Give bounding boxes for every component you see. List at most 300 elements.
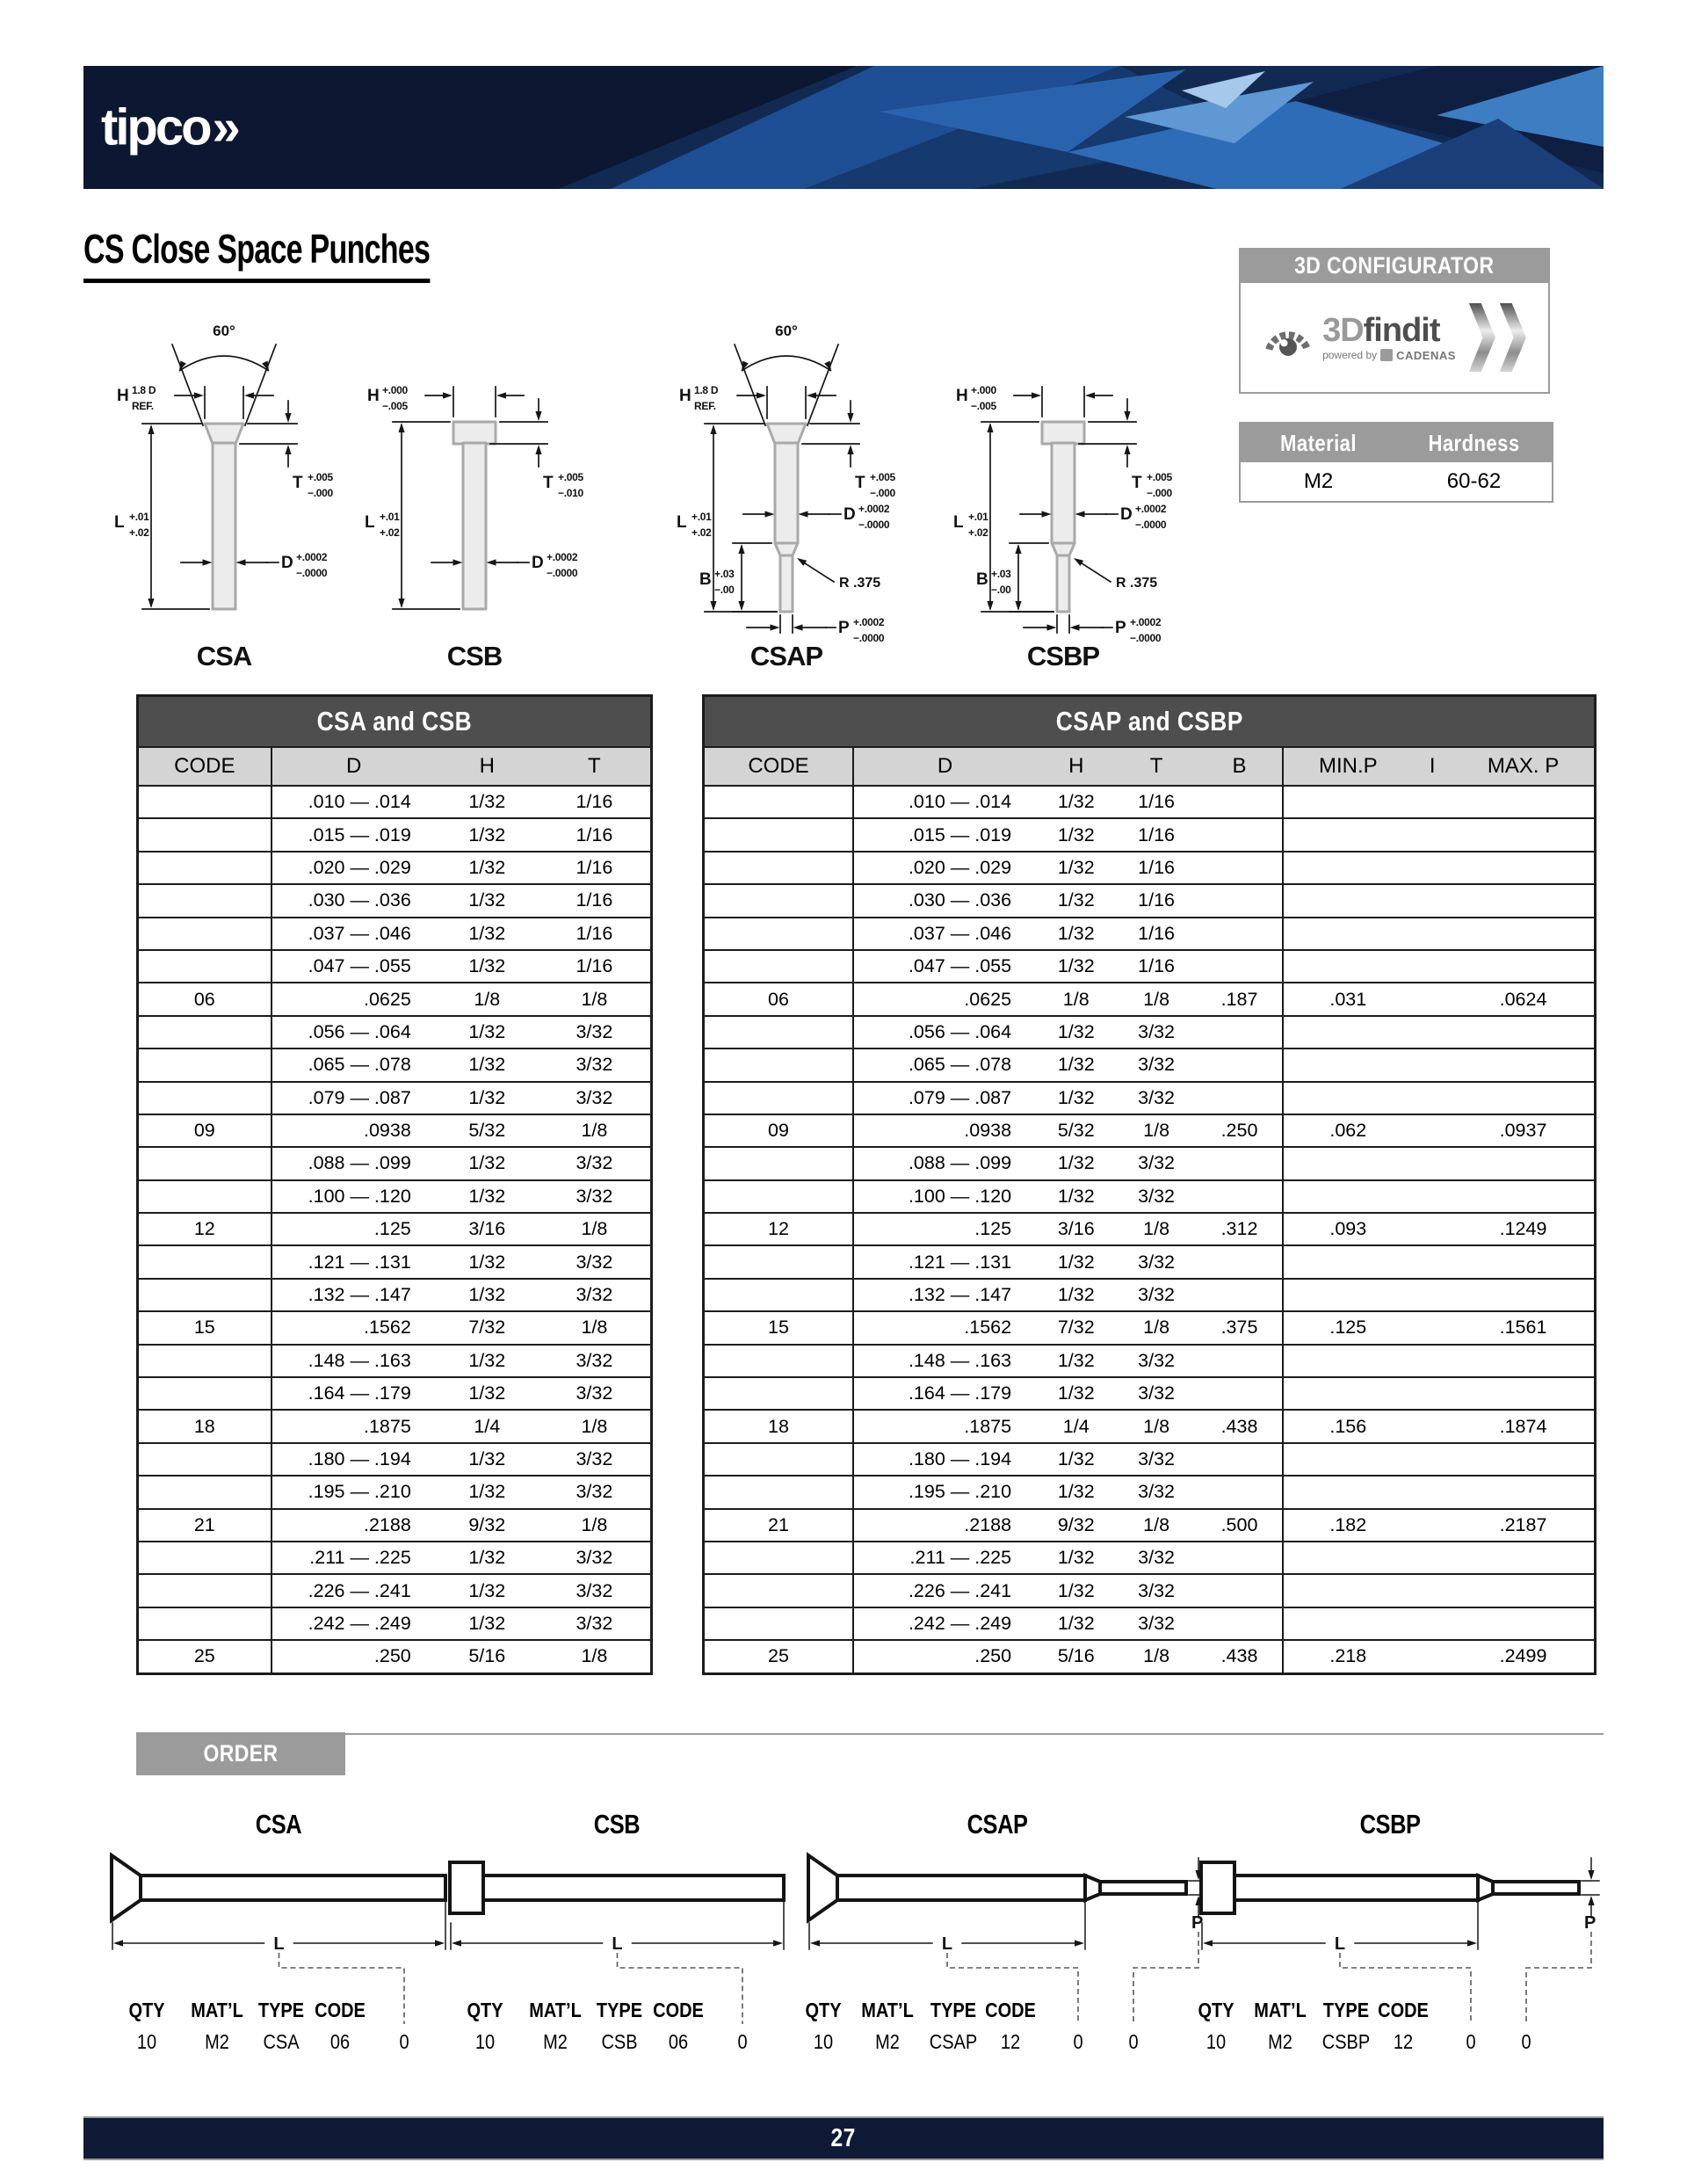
table-cell: [1197, 1377, 1283, 1410]
table-cell: [704, 1443, 854, 1476]
table-cell: .187: [1197, 983, 1283, 1015]
table-cell: .218: [1283, 1640, 1412, 1673]
order-value: 10: [813, 2030, 834, 2053]
table-cell: [704, 1574, 854, 1607]
table-row: [138, 1377, 652, 1410]
table-cell: .1875: [272, 1410, 436, 1442]
table-cell: [704, 950, 854, 983]
dim-tolerance: −.0000: [1130, 632, 1162, 644]
table-cell: .211 — .225: [853, 1542, 1036, 1574]
table-cell: 1/4: [1036, 1410, 1116, 1442]
order-dim-label: L: [273, 1934, 285, 1954]
table-cell: [1452, 1542, 1595, 1574]
material-header: Material: [1280, 430, 1357, 456]
table-cell: 3/32: [1116, 1542, 1196, 1574]
table-cell: [704, 1279, 854, 1311]
table-cell: 25: [138, 1640, 272, 1673]
dim-tolerance: +.0002: [296, 551, 328, 563]
table-cell: 1/32: [1036, 1048, 1116, 1081]
table-row: [704, 1542, 1596, 1574]
table-cell: 9/32: [1036, 1509, 1116, 1542]
table-cell: .148 — .163: [272, 1345, 436, 1377]
table-cell: 3/32: [1116, 1607, 1196, 1640]
table-cell: 1/16: [539, 786, 652, 818]
table-cell: 1/32: [1036, 1147, 1116, 1179]
table-cell: 1/16: [1116, 918, 1196, 950]
table-cell: .312: [1197, 1213, 1283, 1245]
table-cell: 1/32: [1036, 1443, 1116, 1476]
hardness-value: 60-62: [1446, 469, 1502, 493]
table-cell: [1412, 1607, 1452, 1640]
angle-label: 60°: [213, 323, 235, 339]
table-cell: 3/32: [539, 1245, 652, 1278]
table-row: [704, 1245, 1596, 1278]
dim-tolerance: −.0000: [858, 519, 890, 531]
table-cell: 1/8: [539, 1311, 652, 1344]
column-header: H: [436, 747, 539, 786]
table-cell: 1/32: [436, 1082, 539, 1114]
table-cell: .062: [1283, 1114, 1412, 1147]
table-cell: [1452, 950, 1595, 983]
table-cell: .438: [1197, 1410, 1283, 1442]
order-dim-label: P: [1584, 1913, 1596, 1933]
table-cell: 1/8: [1116, 1311, 1196, 1344]
table-cell: .0938: [853, 1114, 1036, 1147]
table-cell: [1452, 918, 1595, 950]
table-cell: 5/16: [436, 1640, 539, 1673]
table-cell: 06: [138, 983, 272, 1015]
table-cell: [1197, 786, 1283, 818]
table-cell: 25: [704, 1640, 854, 1673]
table-cell: 3/32: [539, 1180, 652, 1213]
table-cell: 1/8: [1036, 983, 1116, 1015]
csa-csb-table-wrap: [136, 694, 653, 1675]
order-type-title: CSB: [593, 1809, 641, 1839]
table-cell: [1197, 1245, 1283, 1278]
table-cell: .1562: [272, 1311, 436, 1344]
table-cell: 1/8: [1116, 1509, 1196, 1542]
3d-configurator-panel: [1239, 248, 1550, 394]
table-row: [704, 1476, 1596, 1508]
table-cell: [1412, 1016, 1452, 1048]
order-col-header: MAT’L: [1254, 1999, 1307, 2021]
table-cell: 3/32: [539, 1377, 652, 1410]
table-cell: 1/32: [436, 884, 539, 917]
table-cell: 1/32: [436, 1180, 539, 1213]
table-cell: .125: [272, 1213, 436, 1245]
table-cell: 06: [704, 983, 854, 1015]
order-value: 06: [668, 2030, 689, 2053]
table-cell: [1412, 1476, 1452, 1508]
order-value: CSAP: [929, 2030, 978, 2053]
table-row: [138, 818, 652, 851]
table-row: [704, 983, 1596, 1015]
dim-tolerance: +.005: [1147, 471, 1172, 483]
table-cell: .093: [1283, 1213, 1412, 1245]
table-row: [138, 1607, 652, 1640]
table-cell: [1197, 884, 1283, 917]
table-cell: [704, 918, 854, 950]
table-cell: .211 — .225: [272, 1542, 436, 1574]
hardness-header: Hardness: [1428, 430, 1520, 456]
order-col-header: QTY: [1198, 1999, 1234, 2021]
radius-label: R .375: [839, 576, 881, 591]
diagram-name-label: CSBP: [1026, 641, 1100, 671]
dim-label: H: [679, 387, 691, 405]
dim-label: L: [677, 513, 687, 532]
table-cell: [1283, 918, 1412, 950]
table-cell: .0937: [1452, 1114, 1595, 1147]
table-cell: 1/8: [539, 1509, 652, 1542]
table-cell: 3/16: [436, 1213, 539, 1245]
table-cell: 1/8: [1116, 1213, 1196, 1245]
table-cell: [1197, 1607, 1283, 1640]
table-cell: [1197, 852, 1283, 884]
table-cell: 3/32: [539, 1016, 652, 1048]
table-row: [704, 818, 1596, 851]
table-cell: .375: [1197, 1311, 1283, 1344]
table-cell: 1/8: [539, 983, 652, 1015]
table-cell: [1412, 1147, 1452, 1179]
3d-configurator-header: 3D CONFIGURATOR: [1239, 248, 1550, 283]
table-cell: 3/32: [539, 1574, 652, 1607]
table-cell: .1562: [853, 1311, 1036, 1344]
table-cell: [1452, 884, 1595, 917]
table-row: [138, 983, 652, 1015]
order-type-title: CSAP: [967, 1809, 1028, 1839]
table-cell: [138, 950, 272, 983]
banner-art: [83, 66, 1604, 189]
order-value: 12: [1000, 2030, 1021, 2053]
angle-label: 60°: [775, 323, 798, 339]
table-cell: .088 — .099: [853, 1147, 1036, 1179]
table-cell: .079 — .087: [272, 1082, 436, 1114]
table-cell: [1197, 1345, 1283, 1377]
order-value: 06: [329, 2030, 351, 2053]
table-cell: 3/32: [1116, 1574, 1196, 1607]
dim-tolerance: 1.8 D: [132, 384, 156, 396]
table-cell: 1/32: [1036, 1082, 1116, 1114]
table-cell: [1412, 1443, 1452, 1476]
table-cell: [1412, 1345, 1452, 1377]
table-cell: [1452, 852, 1595, 884]
table-cell: [1197, 1180, 1283, 1213]
order-type-title: CSA: [255, 1809, 302, 1839]
order-value: 0: [1073, 2030, 1083, 2053]
3dfindit-link[interactable]: [1239, 283, 1550, 394]
dim-label: H: [367, 387, 380, 405]
table-row: [138, 1082, 652, 1114]
table-cell: 1/32: [436, 1048, 539, 1081]
table-cell: .164 — .179: [272, 1377, 436, 1410]
order-value: M2: [205, 2030, 229, 2053]
order-example-CSBP: [1188, 1809, 1605, 2072]
table-cell: [704, 852, 854, 884]
table-cell: .195 — .210: [272, 1476, 436, 1508]
dim-tolerance: −.0000: [296, 567, 328, 579]
table-cell: [1197, 1574, 1283, 1607]
table-cell: [1452, 1607, 1595, 1640]
table-cell: .2499: [1452, 1640, 1595, 1673]
table-cell: 1/32: [1036, 852, 1116, 884]
table-cell: [1283, 1476, 1412, 1508]
order-col-header: CODE: [315, 1999, 366, 2021]
table-cell: [1283, 1377, 1412, 1410]
table-cell: .226 — .241: [853, 1574, 1036, 1607]
3dfindit-logo: 3Dfindit: [1322, 311, 1440, 349]
table-cell: 1/8: [539, 1114, 652, 1147]
table-cell: [1412, 1114, 1452, 1147]
column-header: MIN.P: [1283, 747, 1412, 786]
order-col-header: TYPE: [930, 1999, 977, 2021]
order-value: 12: [1393, 2030, 1414, 2053]
order-dim-label: L: [612, 1934, 623, 1954]
table-cell: 1/32: [436, 1345, 539, 1377]
table-row: [704, 918, 1596, 950]
table-cell: [1412, 1640, 1452, 1673]
dim-label: B: [699, 570, 712, 589]
table-cell: 1/8: [436, 983, 539, 1015]
dim-tolerance: +.01: [968, 511, 988, 523]
dim-tolerance: 1.8 D: [694, 384, 719, 396]
table-cell: .0938: [272, 1114, 436, 1147]
table-cell: 3/32: [539, 1082, 652, 1114]
table-cell: 1/16: [1116, 950, 1196, 983]
table-cell: 3/32: [539, 1542, 652, 1574]
chevrons-icon: [1465, 303, 1526, 372]
table-row: [138, 1311, 652, 1344]
table-cell: 1/16: [1116, 786, 1196, 818]
order-col-header: TYPE: [1322, 1999, 1370, 2021]
table-cell: .132 — .147: [272, 1279, 436, 1311]
table-cell: [138, 1048, 272, 1081]
table-cell: 1/32: [1036, 918, 1116, 950]
table-cell: 1/32: [436, 1607, 539, 1640]
table-cell: 3/32: [1116, 1476, 1196, 1508]
column-header: H: [1036, 747, 1116, 786]
table-cell: [1412, 818, 1452, 851]
material-table: [1239, 422, 1553, 503]
dim-label: H: [117, 387, 129, 405]
table-row: [704, 1607, 1596, 1640]
order-col-header: CODE: [985, 1999, 1036, 2021]
table-cell: .125: [1283, 1311, 1412, 1344]
table-cell: [1283, 1279, 1412, 1311]
diagram-CSAP: [655, 306, 918, 671]
order-value: 0: [1521, 2030, 1531, 2053]
dim-tolerance: +.02: [968, 526, 988, 539]
table-row: [704, 1114, 1596, 1147]
table-cell: [1283, 1180, 1412, 1213]
column-header: MAX. P: [1452, 747, 1595, 786]
table-cell: [1412, 1410, 1452, 1442]
table-cell: [138, 1443, 272, 1476]
table-row: [138, 918, 652, 950]
table-row: [704, 1311, 1596, 1344]
table-cell: .250: [272, 1640, 436, 1673]
table-cell: .1875: [853, 1410, 1036, 1442]
table-cell: [138, 884, 272, 917]
table-cell: 7/32: [436, 1311, 539, 1344]
table-cell: [138, 1016, 272, 1048]
table-cell: 1/16: [1116, 818, 1196, 851]
table-cell: [1197, 818, 1283, 851]
table-cell: [1283, 1607, 1412, 1640]
order-col-header: MAT’L: [861, 1999, 914, 2021]
table-cell: [704, 818, 854, 851]
table-cell: [704, 1542, 854, 1574]
order-value: 0: [1466, 2030, 1476, 2053]
table-row: [138, 1345, 652, 1377]
order-example-CSAP: [795, 1809, 1213, 2072]
table-cell: 1/16: [1116, 852, 1196, 884]
table-cell: .020 — .029: [853, 852, 1036, 884]
table-cell: [1452, 1016, 1595, 1048]
table-cell: 3/32: [539, 1443, 652, 1476]
table-cell: [1452, 1377, 1595, 1410]
table-cell: [1197, 1082, 1283, 1114]
table-cell: [1452, 1245, 1595, 1278]
table-cell: [1197, 1542, 1283, 1574]
dim-label: T: [1132, 474, 1142, 492]
table-cell: .031: [1283, 983, 1412, 1015]
table-cell: 5/32: [436, 1114, 539, 1147]
table-cell: [138, 1180, 272, 1213]
table-cell: .030 — .036: [853, 884, 1036, 917]
table-cell: 1/4: [436, 1410, 539, 1442]
order-example-CSB: [437, 1809, 815, 2072]
table-cell: [1197, 918, 1283, 950]
table-cell: 1/8: [539, 1410, 652, 1442]
order-value: 10: [474, 2030, 496, 2053]
table-cell: .1561: [1452, 1311, 1595, 1344]
diagram-name-label: CSAP: [749, 641, 823, 671]
logo-chevrons-icon: »: [212, 98, 238, 156]
table-cell: [1412, 1245, 1452, 1278]
table-cell: .195 — .210: [853, 1476, 1036, 1508]
cadenas-icon: [1380, 349, 1393, 361]
table-row: [704, 950, 1596, 983]
dim-label: D: [844, 505, 856, 524]
table-cell: [138, 1147, 272, 1179]
table-cell: .2188: [272, 1509, 436, 1542]
table-cell: [1412, 1377, 1452, 1410]
order-value: CSB: [601, 2030, 638, 2053]
table-cell: 3/32: [1116, 1245, 1196, 1278]
dim-label: P: [838, 619, 850, 637]
dim-label: L: [114, 513, 125, 532]
table-cell: [138, 1574, 272, 1607]
table-cell: 1/32: [436, 1279, 539, 1311]
diagram-CSB: [343, 306, 606, 671]
table-cell: 1/32: [436, 786, 539, 818]
table-cell: 5/32: [1036, 1114, 1116, 1147]
order-col-header: TYPE: [596, 1999, 643, 2021]
table-cell: [1452, 1147, 1595, 1179]
table-cell: .037 — .046: [853, 918, 1036, 950]
table-cell: [138, 852, 272, 884]
dim-tolerance: +.01: [129, 511, 149, 523]
table-cell: 1/16: [539, 818, 652, 851]
table-cell: [1197, 1476, 1283, 1508]
table-cell: .079 — .087: [853, 1082, 1036, 1114]
dim-label: L: [365, 513, 375, 532]
table-cell: [1452, 818, 1595, 851]
gauge-icon: [1263, 317, 1314, 358]
table-cell: [138, 1377, 272, 1410]
table-cell: 1/32: [1036, 786, 1116, 818]
table-cell: [1412, 983, 1452, 1015]
table-cell: [1412, 1542, 1452, 1574]
table-row: [138, 1509, 652, 1542]
table-cell: [1412, 1213, 1452, 1245]
table-cell: 5/16: [1036, 1640, 1116, 1673]
table-cell: 1/8: [1116, 1410, 1196, 1442]
csap-csbp-table: [702, 694, 1596, 1675]
diagram-CSBP: [931, 306, 1195, 671]
order-dim-label: L: [941, 1934, 953, 1954]
order-col-header: CODE: [1378, 1999, 1429, 2021]
table-cell: [138, 1476, 272, 1508]
table-cell: .121 — .131: [853, 1245, 1036, 1278]
table-cell: [704, 1377, 854, 1410]
dim-tolerance: +.0002: [1130, 616, 1162, 628]
table-cell: .0625: [272, 983, 436, 1015]
table-row: [704, 852, 1596, 884]
table-cell: [1412, 786, 1452, 818]
table-cell: .0625: [853, 983, 1036, 1015]
order-col-header: QTY: [805, 1999, 842, 2021]
dim-tolerance: −.000: [308, 487, 333, 499]
table-cell: .030 — .036: [272, 884, 436, 917]
order-dim-label: L: [1334, 1934, 1346, 1954]
order-value: M2: [875, 2030, 900, 2053]
dim-tolerance: REF.: [694, 400, 716, 412]
table-cell: .056 — .064: [272, 1016, 436, 1048]
dim-tolerance: +.02: [129, 526, 149, 539]
table-cell: [1412, 852, 1452, 884]
table-cell: [1452, 1048, 1595, 1081]
table-cell: 15: [704, 1311, 854, 1344]
table-cell: [1197, 1147, 1283, 1179]
dim-label: D: [1120, 505, 1133, 524]
dim-tolerance: −.0000: [853, 632, 885, 644]
dim-tolerance: +.000: [971, 384, 996, 396]
table-cell: [1412, 950, 1452, 983]
table-cell: [138, 1082, 272, 1114]
table-row: [138, 1443, 652, 1476]
table-cell: 3/32: [539, 1476, 652, 1508]
dim-tolerance: +.0002: [547, 551, 578, 563]
table-row: [138, 1640, 652, 1673]
table-cell: .065 — .078: [272, 1048, 436, 1081]
table-cell: [1452, 786, 1595, 818]
table-row: [704, 1410, 1596, 1442]
table-row: [704, 1640, 1596, 1673]
radius-label: R .375: [1116, 576, 1158, 591]
table-cell: [138, 1245, 272, 1278]
table-cell: 3/32: [1116, 1016, 1196, 1048]
table-cell: [704, 1345, 854, 1377]
material-table-header: [1241, 424, 1552, 462]
order-section-rule: [136, 1733, 1604, 1735]
table-cell: 18: [138, 1410, 272, 1442]
order-value: 0: [1128, 2030, 1139, 2053]
table-cell: .125: [853, 1213, 1036, 1245]
table-cell: [1412, 1509, 1452, 1542]
table-cell: 1/16: [539, 852, 652, 884]
table-row: [704, 1279, 1596, 1311]
